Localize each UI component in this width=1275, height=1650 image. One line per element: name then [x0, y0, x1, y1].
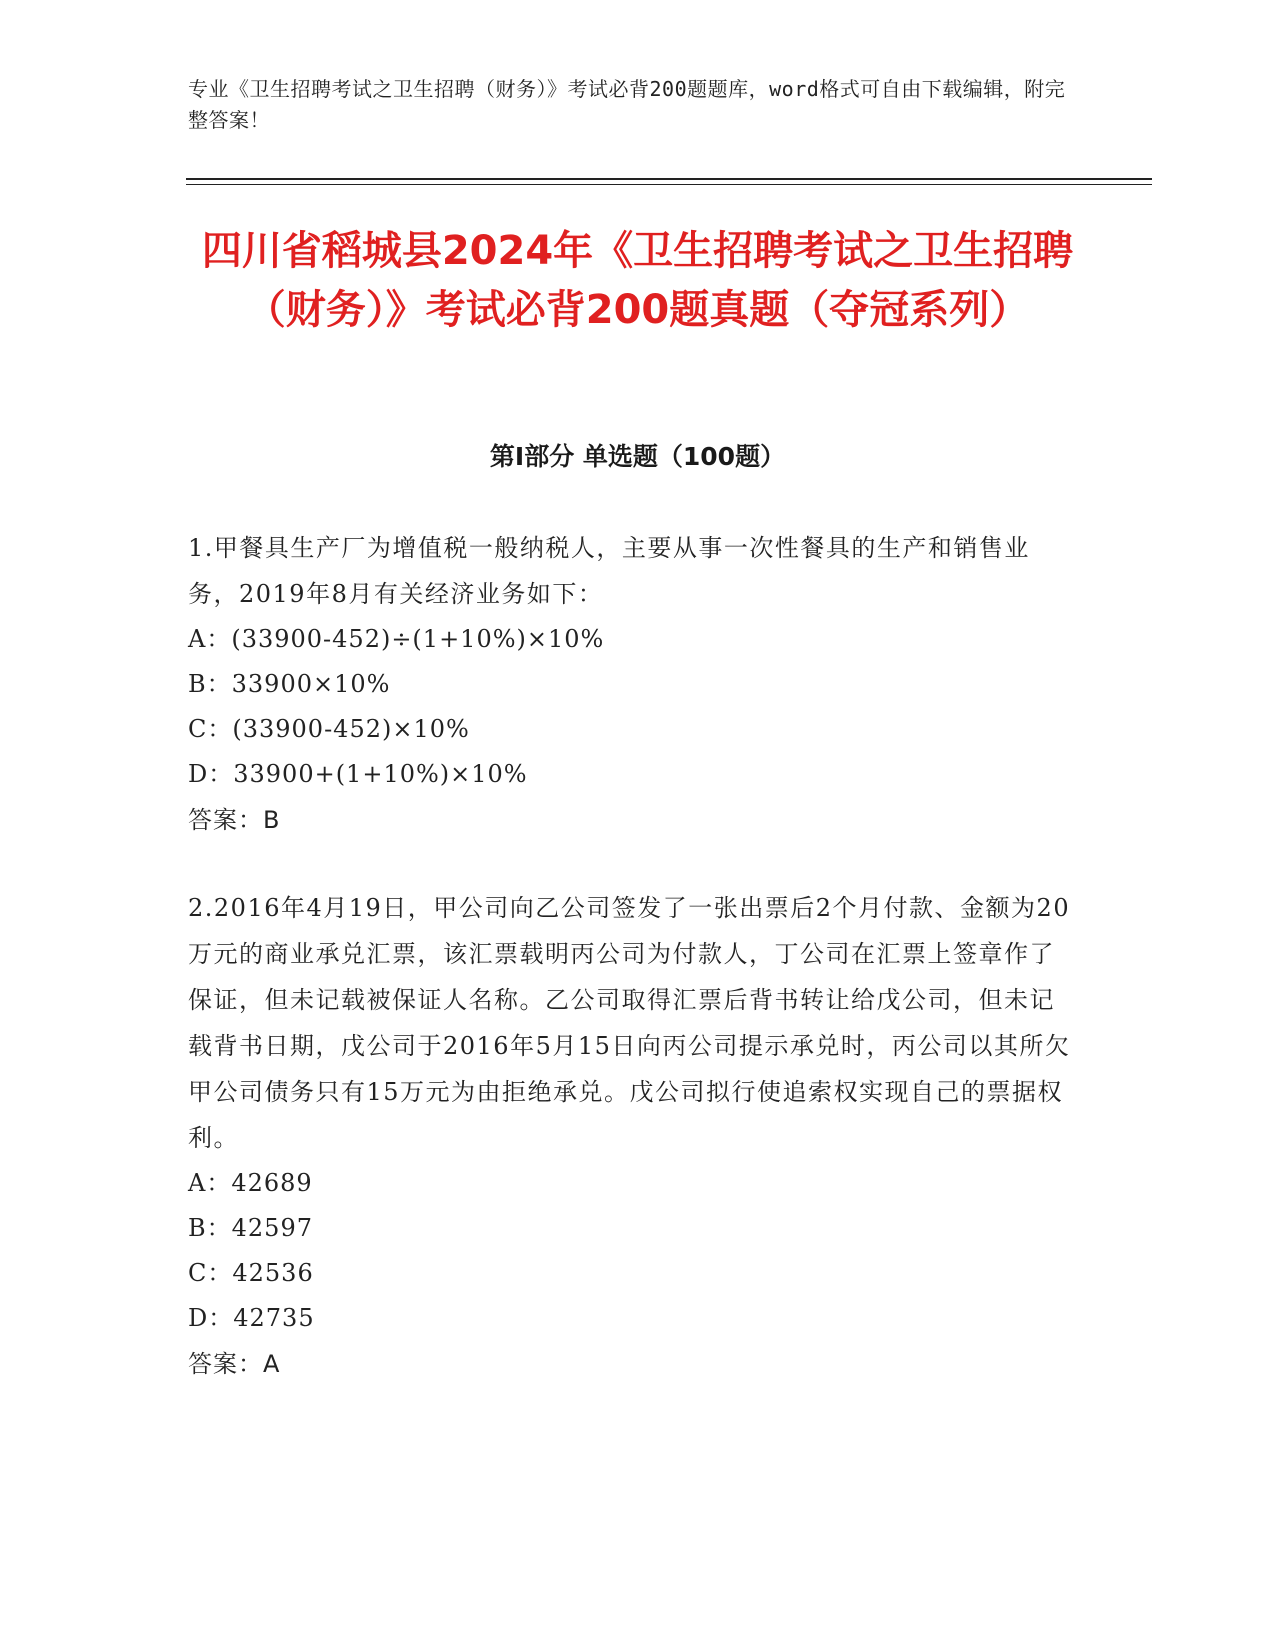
option-c: C：(33900-452)×10% — [188, 715, 470, 743]
option-b: B：33900×10% — [188, 670, 391, 698]
document-title: 四川省稻城县2024年《卫生招聘考试之卫生招聘（财务）》考试必背200题真题（夺冠系列） — [201, 228, 1074, 333]
section-title: 第I部分 单选题（100题） — [489, 442, 786, 471]
option-d: D：33900+(1+10%)×10% — [188, 760, 528, 788]
question-1 — [188, 525, 1078, 843]
option-b: B：42597 — [188, 1214, 313, 1242]
option-d: D：42735 — [188, 1304, 315, 1332]
answer: 答案：B — [188, 806, 281, 834]
question-2 — [188, 885, 1078, 1387]
question-stem: 2.2016年4月19日，甲公司向乙公司签发了一张出票后2个月付款、金额为20万元的商业承兑汇票，该汇票载明丙公司为付款人，丁公司在汇票上签章作了保证，但未记载被保证人名称。乙公司取得汇票后背书转让给戊公司，但未记载背书日期，戊公司于2016年5月15日向丙公司提示承兑时，丙公司以其所欠甲公司债务只有15万元为由拒绝承兑。戊公司拟行使追索权实现自己的票据权利。 — [188, 894, 1071, 1152]
header-divider-thick — [186, 178, 1152, 180]
header-divider-thin — [186, 184, 1152, 185]
option-c: C：42536 — [188, 1259, 314, 1287]
question-stem: 1.甲餐具生产厂为增值税一般纳税人，主要从事一次性餐具的生产和销售业务，2019年8月有关经济业务如下： — [188, 534, 1030, 608]
option-a: A：42689 — [188, 1169, 313, 1197]
option-a: A：(33900-452)÷(1+10%)×10% — [188, 625, 605, 653]
header-note: 专业《卫生招聘考试之卫生招聘（财务）》考试必背200题题库，word格式可自由下载编辑，附完整答案！ — [188, 77, 1066, 132]
answer: 答案：A — [188, 1350, 281, 1378]
